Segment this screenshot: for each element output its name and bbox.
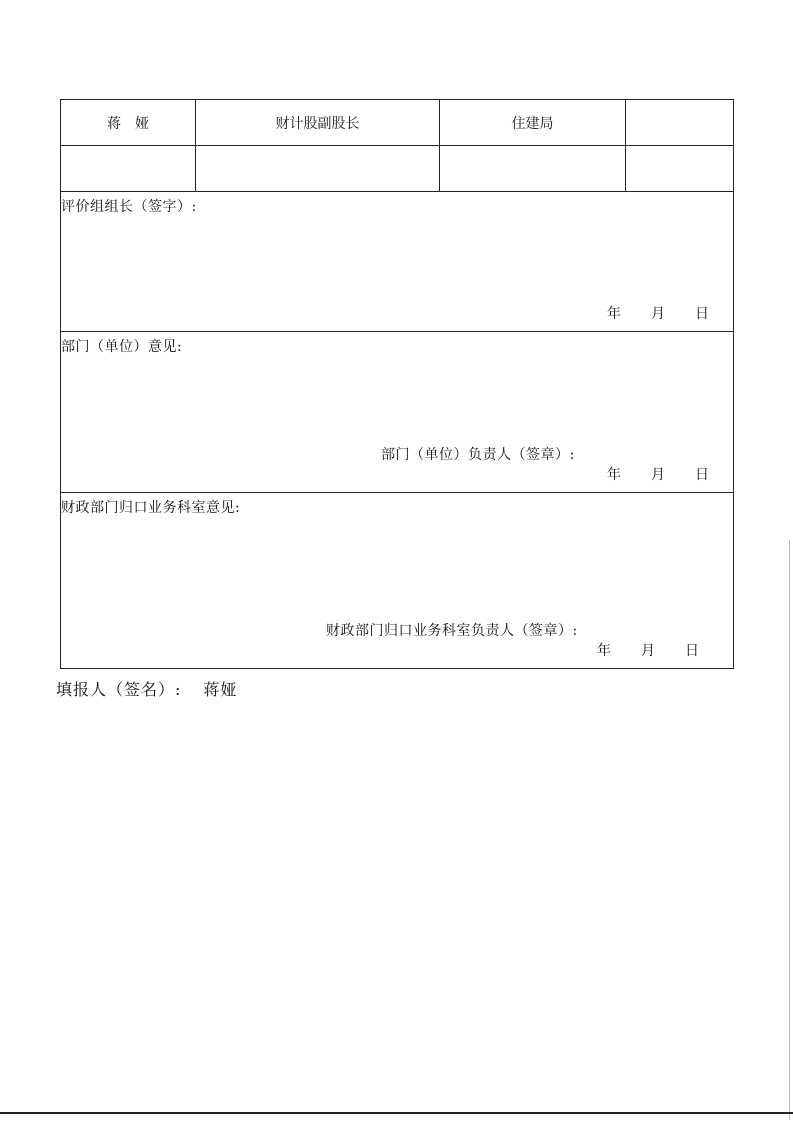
evaluator-date [607,303,709,323]
evaluator-section-row [61,192,734,332]
scan-edge-line [789,540,790,1120]
member-unit-cell: 住建局 [440,100,626,146]
date-month: 月 [651,306,665,322]
department-section [61,332,734,493]
date-day: 日 [695,306,709,322]
date-year: 年 [597,643,611,659]
blank-cell [196,146,440,192]
date-day: 日 [685,643,699,659]
department-signer-label: 部门（单位）负责人（签章）: [381,447,575,463]
filler-name: 蒋娅 [203,680,238,699]
date-month: 月 [651,467,665,483]
finance-date [597,640,699,660]
finance-section-row [61,493,734,669]
finance-signer-label: 财政部门归口业务科室负责人（签章）: [326,623,578,639]
date-month: 月 [641,643,655,659]
filler-label: 填报人（签名）: [56,680,182,699]
evaluator-signature-label: 评价组组长（签字）: [61,199,197,215]
blank-cell [626,146,734,192]
blank-cell [61,146,196,192]
finance-opinion-label: 财政部门归口业务科室意见: [61,500,241,516]
department-opinion-label: 部门（单位）意见: [61,339,183,355]
bottom-border-line [0,1112,793,1114]
member-name-cell: 蒋 娅 [61,100,196,146]
blank-cell [440,146,626,192]
date-day: 日 [695,467,709,483]
department-section-row [61,332,734,493]
filler-signature [56,677,237,700]
evaluation-form-table [60,99,734,669]
member-row [61,100,734,146]
member-position-cell: 财计股副股长 [196,100,440,146]
date-year: 年 [607,467,621,483]
evaluator-section [61,192,734,332]
member-extra-cell [626,100,734,146]
blank-member-row [61,146,734,192]
finance-section [61,493,734,669]
department-date [607,464,709,484]
date-year: 年 [607,306,621,322]
